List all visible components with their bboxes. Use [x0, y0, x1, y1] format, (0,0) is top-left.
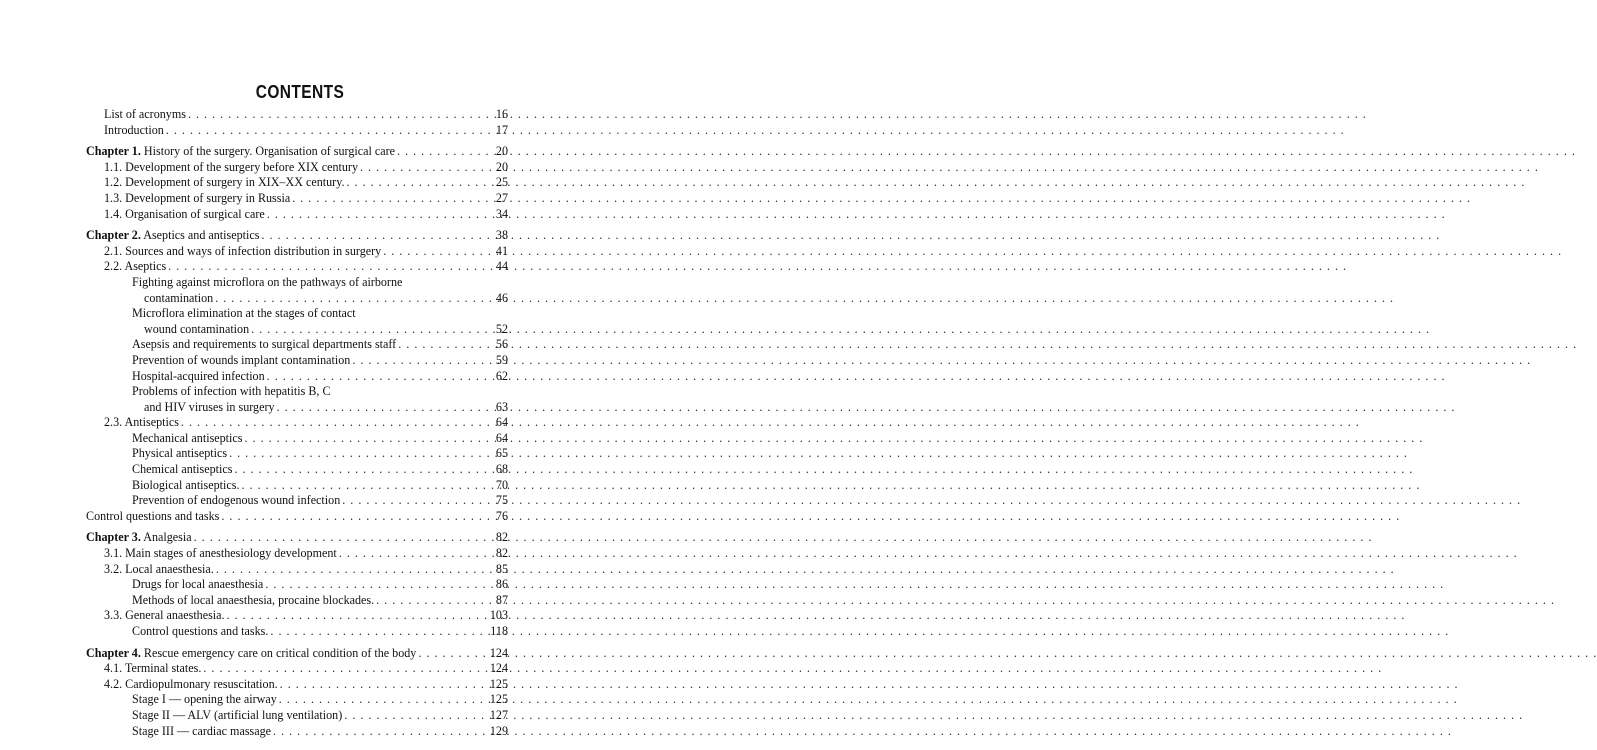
toc-section-1-4[interactable]: 1.4. Organisation of surgical care . . . 34: [86, 207, 508, 223]
page-number: 68: [495, 462, 508, 477]
toc-subsection-methods[interactable]: Methods of local anaesthesia, procaine blockades. . . . 87: [86, 593, 508, 609]
page-number: 46: [495, 290, 508, 305]
toc-page: [0, 0, 600, 750]
toc-section-2-2[interactable]: 2.2. Aseptics . . . 44: [86, 259, 508, 275]
toc-chapter-2[interactable]: Chapter 2. Aseptics and antiseptics . . . 38: [86, 228, 508, 244]
toc-section-1-2[interactable]: 1.2. Development of surgery in XIX–XX century. . . . 25: [86, 175, 508, 191]
toc-section-4-1[interactable]: 4.1. Terminal states. . . . 124: [86, 661, 508, 677]
toc-section-1-3[interactable]: 1.3. Development of surgery in Russia . . . 27: [86, 191, 508, 207]
toc-subsection-stage-3[interactable]: Stage III — cardiac massage . . . 129: [86, 724, 508, 740]
toc-subsection-mechanical[interactable]: Mechanical antiseptics . . . 64: [86, 431, 508, 447]
page-number: 76: [495, 508, 508, 523]
toc-subsection-drugs[interactable]: Drugs for local anaesthesia . . . 86: [86, 577, 508, 593]
page-number: 59: [495, 352, 508, 367]
page-number: 17: [495, 122, 508, 137]
page-number: 34: [495, 206, 508, 221]
page-number: 64: [495, 415, 508, 430]
page-title: CONTENTS: [255, 82, 345, 102]
toc-control-questions-2[interactable]: Control questions and tasks . . . 76: [86, 509, 508, 525]
page-number: 44: [495, 259, 508, 274]
page-number: 87: [495, 592, 508, 607]
page-number: 52: [495, 321, 508, 336]
chapter-label: Chapter 2.: [86, 228, 141, 243]
page-number: 82: [495, 546, 508, 561]
page-number: 85: [495, 561, 508, 576]
chapter-2: [86, 228, 508, 524]
toc-subsection-chemical[interactable]: Chemical antiseptics . . . 68: [86, 462, 508, 478]
page-number: 20: [495, 144, 508, 159]
table-of-contents: [86, 107, 508, 745]
toc-section-3-1[interactable]: 3.1. Main stages of anesthesiology development . . . 82: [86, 546, 508, 562]
page-number: 63: [495, 399, 508, 414]
page-number: 64: [495, 430, 508, 445]
toc-section-2-1[interactable]: 2.1. Sources and ways of infection distribution in surgery . . . 41: [86, 244, 508, 260]
front-matter: [86, 107, 508, 138]
toc-entry-acronyms[interactable]: List of acronyms . . . 16: [86, 107, 508, 123]
toc-subsection-airborne[interactable]: contamination . . . 46: [86, 291, 508, 307]
toc-subsection-line: Fighting against microflora on the pathways of airborne: [132, 274, 403, 289]
page-number: 16: [495, 107, 508, 121]
toc-subsection-biological[interactable]: Biological antiseptics. . . . 70: [86, 478, 508, 494]
toc-section-1-1[interactable]: 1.1. Development of the surgery before XIX century . . . 20: [86, 160, 508, 176]
page-number: 129: [489, 723, 508, 738]
toc-subsection-endogenous[interactable]: Prevention of endogenous wound infection . . . 75: [86, 493, 508, 509]
toc-subsection-stage-2[interactable]: Stage II — ALV (artificial lung ventilation) . . . 127: [86, 708, 508, 724]
page-number: 25: [495, 175, 508, 190]
toc-subsection-stage-1[interactable]: Stage I — opening the airway . . . 125: [86, 692, 508, 708]
toc-section-3-3[interactable]: 3.3. General anaesthesia. . . . 103: [86, 608, 508, 624]
toc-entry-introduction[interactable]: Introduction . . . 17: [86, 123, 508, 139]
page-number: 82: [495, 530, 508, 545]
page-number: 41: [495, 243, 508, 258]
page-number: 62: [495, 368, 508, 383]
toc-subsection-line: Microflora elimination at the stages of contact: [132, 306, 356, 321]
chapter-4: [86, 646, 508, 740]
page-number: 127: [489, 707, 508, 722]
page-number: 70: [495, 477, 508, 492]
toc-chapter-3[interactable]: Chapter 3. Analgesia . . . 82: [86, 530, 508, 546]
page-number: 86: [495, 577, 508, 592]
chapter-label: Chapter 3.: [86, 530, 141, 545]
page-number: 75: [495, 493, 508, 508]
toc-subsection-line: Problems of infection with hepatitis B, C: [132, 384, 331, 399]
toc-chapter-1[interactable]: Chapter 1. History of the surgery. Organisation of surgical care . . . 20: [86, 144, 508, 160]
page-number: 20: [495, 159, 508, 174]
toc-control-questions-3[interactable]: Control questions and tasks. . . . 118: [86, 624, 508, 640]
toc-section-4-2[interactable]: 4.2. Cardiopulmonary resuscitation. . . . 125: [86, 677, 508, 693]
page-number: 124: [489, 661, 508, 676]
chapter-label: Chapter 1.: [86, 144, 141, 159]
page-number: 56: [495, 337, 508, 352]
page-number: 103: [489, 608, 508, 623]
toc-section-2-3[interactable]: 2.3. Antiseptics . . . 64: [86, 415, 508, 431]
toc-subsection-contact[interactable]: wound contamination . . . 52: [86, 322, 508, 338]
toc-chapter-4[interactable]: Chapter 4. Rescue emergency care on critical condition of the body . . . 124: [86, 646, 508, 662]
page-number: 27: [495, 190, 508, 205]
toc-subsection-asepsis[interactable]: Asepsis and requirements to surgical departments staff . . . 56: [86, 337, 508, 353]
chapter-1: [86, 144, 508, 222]
toc-subsection-physical[interactable]: Physical antiseptics . . . 65: [86, 446, 508, 462]
page-number: 125: [489, 676, 508, 691]
page-number: 124: [489, 645, 508, 660]
page-number: 65: [495, 446, 508, 461]
toc-subsection-hepatitis[interactable]: and HIV viruses in surgery . . . 63: [86, 400, 508, 416]
toc-section-3-2[interactable]: 3.2. Local anaesthesia. . . . 85: [86, 562, 508, 578]
page-number: 38: [495, 228, 508, 243]
page-number: 118: [490, 624, 508, 638]
toc-subsection-implant[interactable]: Prevention of wounds implant contamination . . . 59: [86, 353, 508, 369]
toc-subsection-hospital[interactable]: Hospital-acquired infection . . . 62: [86, 369, 508, 385]
page-number: 125: [489, 692, 508, 707]
chapter-label: Chapter 4.: [86, 645, 141, 660]
chapter-3: [86, 530, 508, 639]
